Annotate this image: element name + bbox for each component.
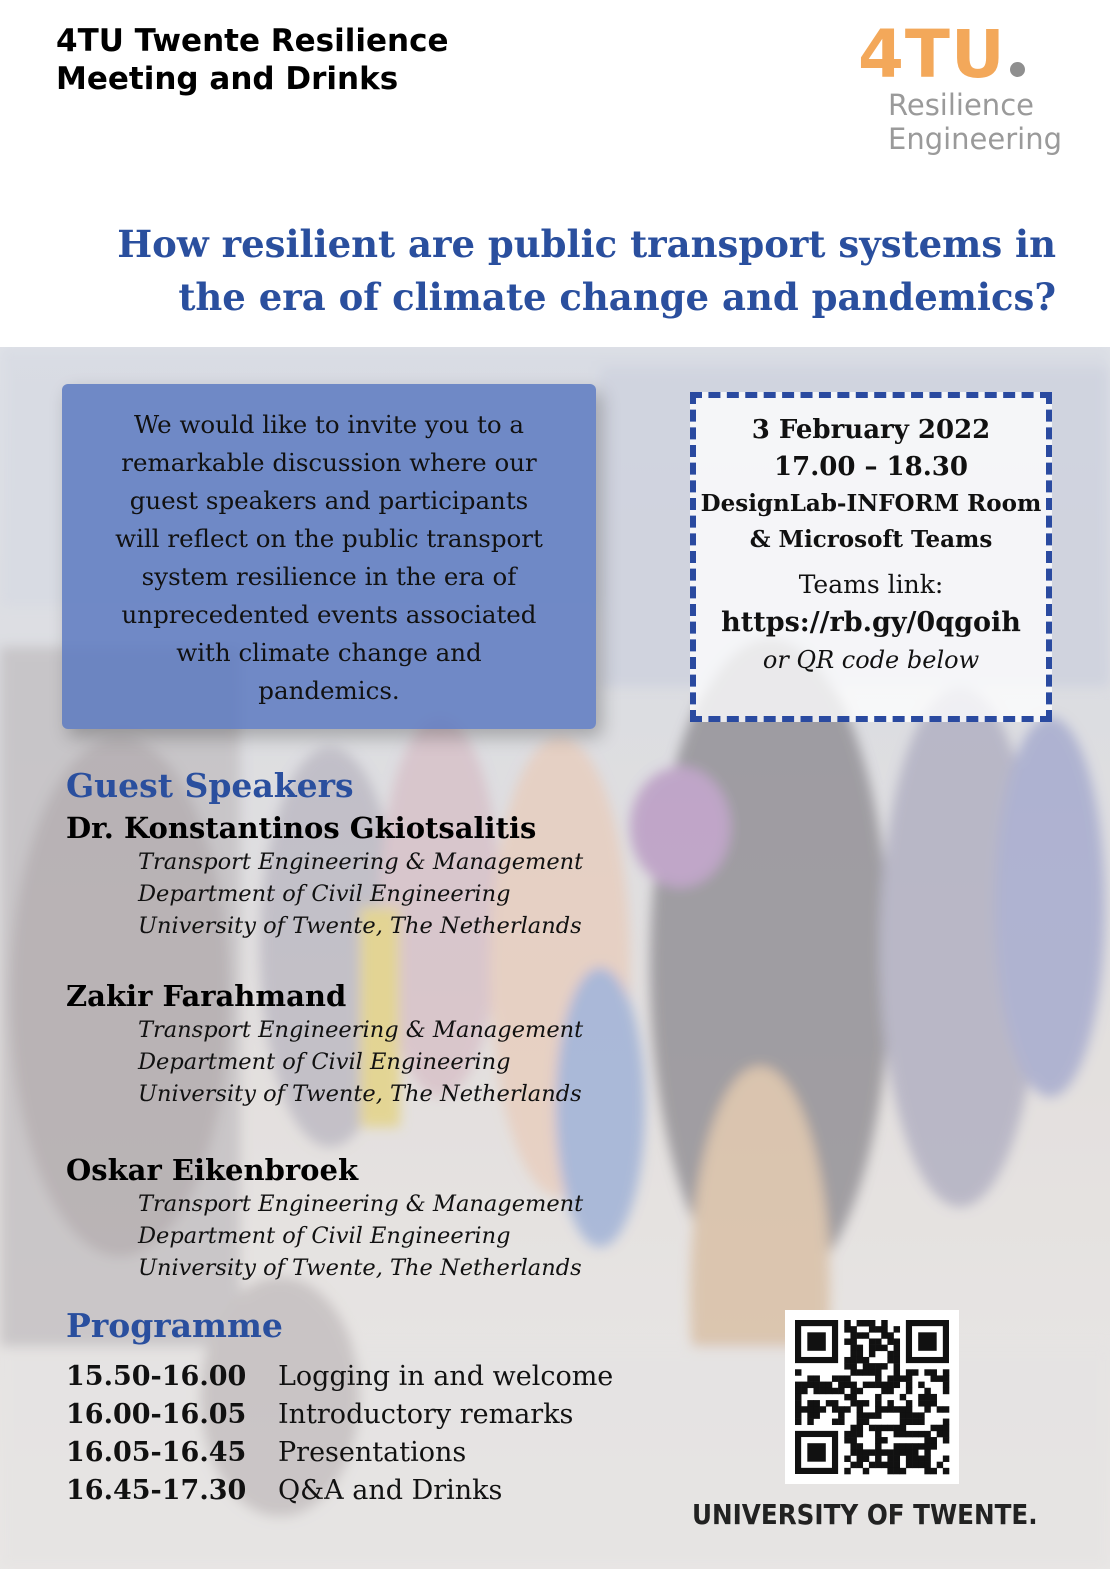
invite-line: remarkable discussion where our (121, 448, 537, 477)
guest-speakers-heading: Guest Speakers (66, 766, 354, 805)
speaker-name: Zakir Farahmand (66, 979, 347, 1013)
teams-link[interactable]: https://rb.gy/0qgoih (721, 607, 1021, 638)
speaker-affiliation: Transport Engineering & Management (138, 1191, 584, 1217)
programme-item: Presentations (278, 1437, 467, 1468)
logo-text: 4TU (858, 16, 1006, 93)
event-details-box (690, 392, 1052, 722)
logo-subtitle-1: Resilience (888, 88, 1034, 122)
speaker-affiliation: Department of Civil Engineering (138, 1223, 511, 1249)
programme-section (66, 1306, 283, 1346)
invite-line: pandemics. (258, 676, 400, 705)
event-title (56, 22, 449, 98)
speaker-name: Dr. Konstantinos Gkiotsalitis (66, 811, 537, 845)
invite-line: guest speakers and participants (129, 486, 529, 515)
event-date: 3 February 2022 (751, 415, 991, 445)
programme-item: Logging in and welcome (278, 1361, 614, 1392)
invite-line: with climate change and (176, 638, 482, 667)
guest-speakers-section (66, 766, 354, 806)
programme-list (66, 1358, 613, 1510)
programme-time: 15.50-16.00 (66, 1361, 247, 1392)
event-title-line-2: Meeting and Drinks (56, 61, 399, 97)
programme-row (66, 1472, 613, 1510)
programme-time: 16.00-16.05 (66, 1399, 247, 1430)
speaker-affiliation: University of Twente, The Netherlands (138, 1255, 582, 1281)
invite-line: system resilience in the era of (141, 562, 517, 591)
event-time: 17.00 – 18.30 (774, 452, 968, 482)
programme-time: 16.45-17.30 (66, 1475, 247, 1506)
question-line-2: the era of climate change and pandemics? (178, 275, 1056, 319)
speaker-affiliation: University of Twente, The Netherlands (138, 913, 582, 939)
programme-time: 16.05-16.45 (66, 1437, 247, 1468)
event-venue-line-2: & Microsoft Teams (749, 526, 993, 553)
invitation-box (62, 384, 596, 729)
invite-line: We would like to invite you to a (133, 410, 525, 439)
speaker-3 (66, 1152, 583, 1284)
invite-line: unprecedented events associated (121, 600, 537, 629)
speaker-name: Oskar Eikenbroek (66, 1153, 359, 1187)
invite-line: will reflect on the public transport (115, 524, 543, 553)
speaker-affiliation: Transport Engineering & Management (138, 849, 584, 875)
speaker-1 (66, 810, 583, 942)
logo-mark (858, 16, 1058, 93)
4tu-logo (858, 16, 1062, 156)
university-logo-text: UNIVERSITY OF TWENTE. (692, 1498, 1038, 1531)
speaker-2 (66, 978, 583, 1110)
question-line-1: How resilient are public transport systems in (117, 222, 1056, 266)
programme-row (66, 1434, 613, 1472)
qr-code-icon (785, 1310, 959, 1484)
event-venue-line-1: DesignLab-INFORM Room (700, 490, 1042, 517)
qr-code[interactable] (785, 1310, 959, 1484)
logo-dot-icon (1010, 62, 1025, 77)
speaker-affiliation: Department of Civil Engineering (138, 881, 511, 907)
event-title-line-1: 4TU Twente Resilience (56, 23, 449, 59)
qr-note: or QR code below (762, 646, 980, 674)
teams-link-label: Teams link: (798, 570, 944, 599)
speaker-affiliation: Department of Civil Engineering (138, 1049, 511, 1075)
programme-item: Q&A and Drinks (278, 1475, 503, 1506)
page-question-title (56, 218, 1056, 324)
programme-row (66, 1358, 613, 1396)
programme-heading: Programme (66, 1306, 283, 1345)
programme-item: Introductory remarks (278, 1399, 574, 1430)
programme-row (66, 1396, 613, 1434)
speaker-affiliation: Transport Engineering & Management (138, 1017, 584, 1043)
speaker-affiliation: University of Twente, The Netherlands (138, 1081, 582, 1107)
logo-subtitle-2: Engineering (888, 122, 1062, 156)
